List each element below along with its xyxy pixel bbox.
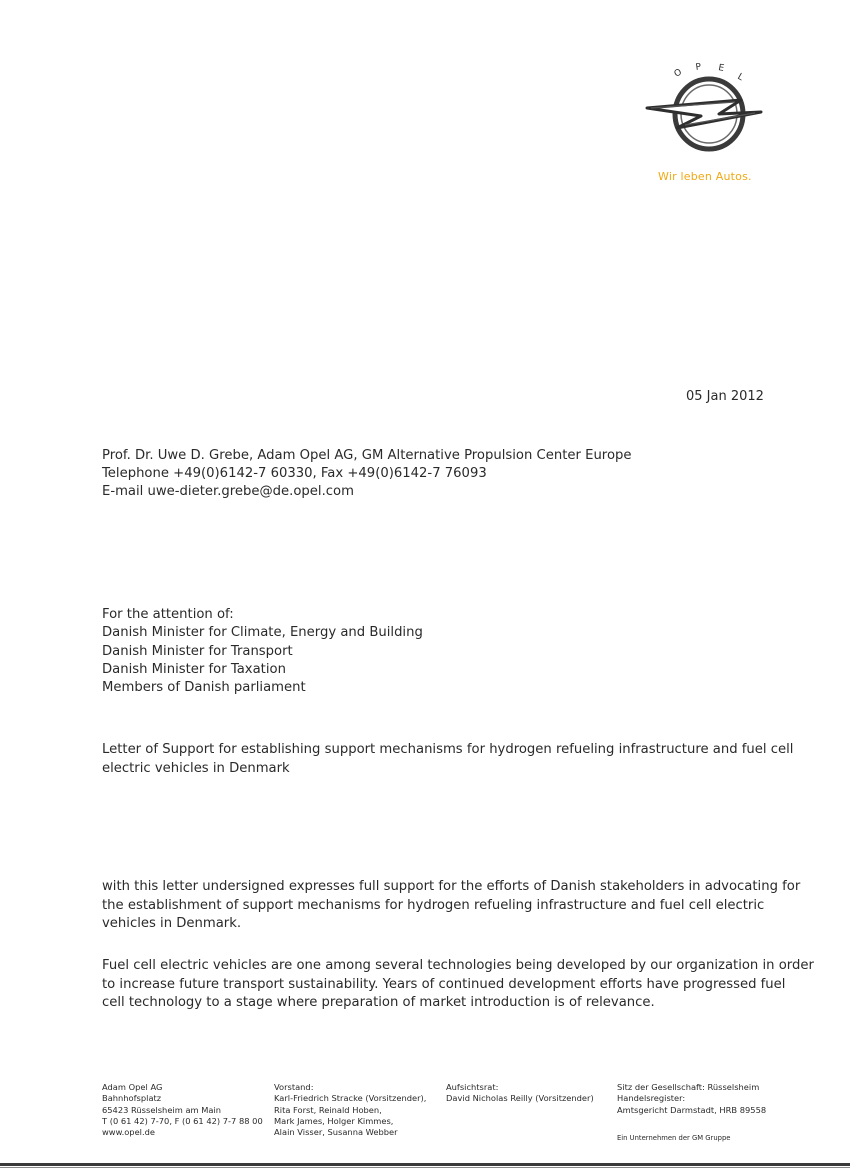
body-line: cell technology to a stage where preparation of market introduction is of relevance. <box>102 995 655 1010</box>
subject-line: Letter of Support for establishing support mechanisms for hydrogen refueling infrastructure and fuel cell <box>102 742 794 757</box>
logo-letter: L <box>735 71 745 84</box>
body-line: the establishment of support mechanisms for hydrogen refueling infrastructure and fuel cell electric <box>102 897 765 913</box>
footer-line: Rita Forst, Reinald Hoben, <box>274 1104 382 1115</box>
page-edge-rule <box>0 1167 850 1168</box>
body-line: Fuel cell electric vehicles are one among several technologies being developed by our organization in order <box>102 958 814 973</box>
footer-line: T (0 61 42) 7-70, F (0 61 42) 7-7 88 00 <box>102 1115 263 1126</box>
footer-company <box>102 1082 263 1138</box>
footer-board <box>274 1082 426 1138</box>
sender-email: E-mail uwe-dieter.grebe@de.opel.com <box>102 484 354 499</box>
attention-label: For the attention of: <box>102 607 234 622</box>
recipient: Members of Danish parliament <box>102 680 306 696</box>
footer-line: David Nicholas Reilly (Vorsitzender) <box>446 1093 594 1104</box>
gm-group-note: Ein Unternehmen der GM Gruppe <box>617 1134 731 1142</box>
body-line: with this letter undersigned expresses full support for the efforts of Danish stakeholders in advocating for <box>102 879 801 894</box>
recipients-block <box>102 606 423 697</box>
sender-phone: Telephone +49(0)6142-7 60330, Fax +49(0)6142-7 76093 <box>102 466 487 481</box>
brand-slogan: Wir leben Autos. <box>658 170 752 183</box>
logo-letter: E <box>717 63 725 74</box>
sender-block <box>102 447 632 501</box>
footer-line: Alain Visser, Susanna Webber <box>274 1127 398 1138</box>
footer-website: www.opel.de <box>102 1127 155 1138</box>
footer-line: Vorstand: <box>274 1082 314 1092</box>
sender-name: Prof. Dr. Uwe D. Grebe, Adam Opel AG, GM Alternative Propulsion Center Europe <box>102 448 632 463</box>
logo-letter: O <box>672 67 684 80</box>
footer-line: Bahnhofsplatz <box>102 1093 162 1104</box>
body-line: to increase future transport sustainability. Years of continued development efforts have progressed fuel <box>102 976 786 992</box>
recipient: Danish Minister for Climate, Energy and Building <box>102 625 423 641</box>
logo-letter: P <box>695 62 702 73</box>
page-edge-rule <box>0 1163 850 1166</box>
footer-line: Sitz der Gesellschaft: Rüsselsheim <box>617 1082 760 1092</box>
footer-line: Handelsregister: <box>617 1093 686 1104</box>
letter-date: 05 Jan 2012 <box>686 389 764 404</box>
recipient: Danish Minister for Taxation <box>102 661 286 677</box>
footer-line: Adam Opel AG <box>102 1082 163 1092</box>
footer-registry <box>617 1082 766 1116</box>
letter-subject <box>102 741 794 778</box>
subject-line: electric vehicles in Denmark <box>102 760 290 776</box>
footer-line: Karl-Friedrich Stracke (Vorsitzender), <box>274 1093 427 1104</box>
recipient: Danish Minister for Transport <box>102 643 293 659</box>
footer-line: Mark James, Holger Kimmes, <box>274 1115 394 1126</box>
body-line: vehicles in Denmark. <box>102 916 242 931</box>
footer-line: Amtsgericht Darmstadt, HRB 89558 <box>617 1104 767 1115</box>
opel-logo <box>645 62 767 156</box>
footer-supervisory-board <box>446 1082 594 1105</box>
footer-line: Aufsichtsrat: <box>446 1082 499 1092</box>
body-paragraph-1 <box>102 878 801 934</box>
body-paragraph-2 <box>102 957 814 1013</box>
footer-line: 65423 Rüsselsheim am Main <box>102 1104 222 1115</box>
